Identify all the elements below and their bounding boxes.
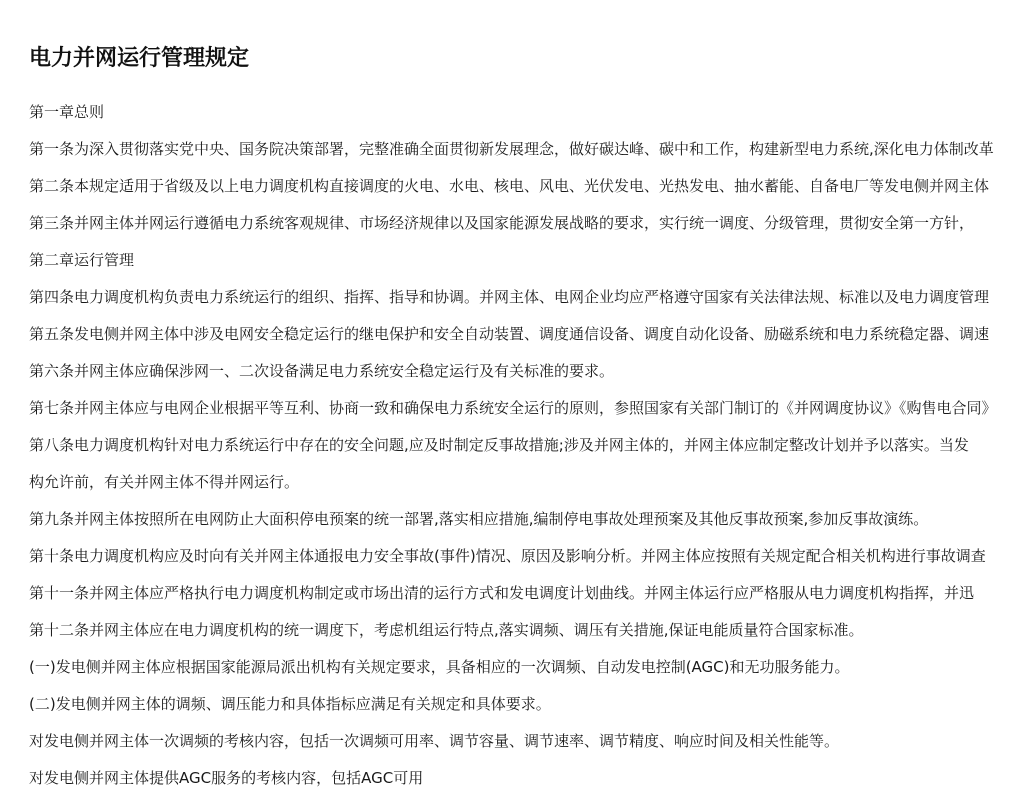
article-paragraph: 第四条电力调度机构负责电力系统运行的组织、指挥、指导和协调。并网主体、电网企业均应严格遵守国家有关法律法规、标准以及电力调度管理 [29,288,990,306]
article-paragraph: 第六条并网主体应确保涉网一、二次设备满足电力系统安全稳定运行及有关标准的要求。 [29,362,615,380]
article-paragraph: 第九条并网主体按照所在电网防止大面积停电预案的统一部署,落实相应措施,编制停电事故处理预案及其他反事故预案,参加反事故演练。 [29,510,929,528]
article-paragraph: 第十二条并网主体应在电力调度机构的统一调度下，考虑机组运行特点,落实调频、调压有关措施,保证电能质量符合国家标准。 [29,621,864,639]
document-body [29,94,1024,797]
article-paragraph: 对发电侧并网主体一次调频的考核内容，包括一次调频可用率、调节容量、调节速率、调节精度、响应时间及相关性能等。 [29,732,840,750]
list-item: (二)发电侧并网主体的调频、调压能力和具体指标应满足有关规定和具体要求。 [29,695,551,713]
list-item: (一)发电侧并网主体应根据国家能源局派出机构有关规定要求，具备相应的一次调频、自动发电控制(AGC)和无功服务能力。 [29,658,850,676]
chapter-heading: 第一章总则 [29,103,105,121]
document-title: 电力并网运行管理规定 [29,46,250,71]
article-paragraph: 对发电侧并网主体提供AGC服务的考核内容，包括AGC可用 [29,769,424,787]
article-paragraph: 第十条电力调度机构应及时向有关并网主体通报电力安全事故(事件)情况、原因及影响分析。并网主体应按照有关规定配合相关机构进行事故调查 [29,547,986,565]
article-paragraph: 第五条发电侧并网主体中涉及电网安全稳定运行的继电保护和安全自动装置、调度通信设备、调度自动化设备、励磁系统和电力系统稳定器、调速 [29,325,990,343]
article-paragraph: 第二条本规定适用于省级及以上电力调度机构直接调度的火电、水电、核电、风电、光伏发电、光热发电、抽水蓄能、自备电厂等发电侧并网主体 [29,177,990,195]
article-paragraph-continuation: 构允许前，有关并网主体不得并网运行。 [29,473,300,491]
article-paragraph: 第七条并网主体应与电网企业根据平等互利、协商一致和确保电力系统安全运行的原则，参照国家有关部门制订的《并网调度协议》《购售电合同》 [29,399,997,417]
article-paragraph: 第一条为深入贯彻落实党中央、国务院决策部署，完整准确全面贯彻新发展理念，做好碳达峰、碳中和工作，构建新型电力系统,深化电力体制改革 [29,140,994,158]
article-paragraph: 第三条并网主体并网运行遵循电力系统客观规律、市场经济规律以及国家能源发展战略的要求，实行统一调度、分级管理，贯彻安全第一方针， [29,214,975,232]
article-paragraph: 第十一条并网主体应严格执行电力调度机构制定或市场出清的运行方式和发电调度计划曲线。并网主体运行应严格服从电力调度机构指挥，并迅 [29,584,975,602]
chapter-heading: 第二章运行管理 [29,251,135,269]
article-paragraph: 第八条电力调度机构针对电力系统运行中存在的安全问题,应及时制定反事故措施;涉及并网主体的，并网主体应制定整改计划并予以落实。当发 [29,436,969,454]
